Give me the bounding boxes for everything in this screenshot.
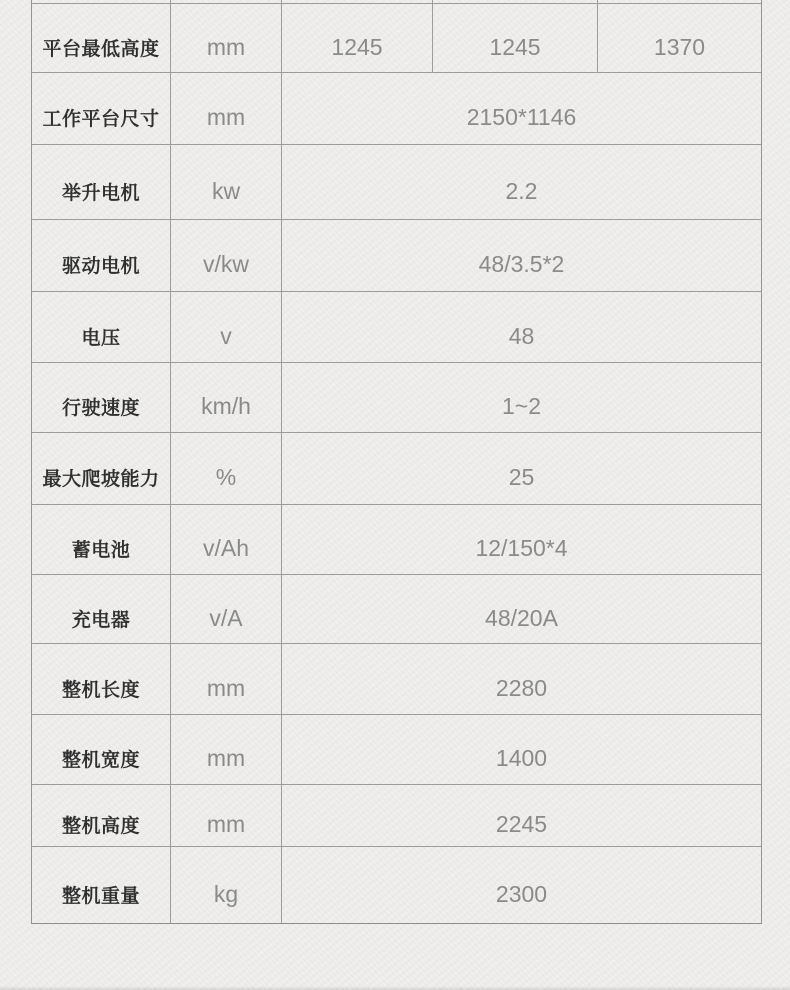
spec-label: 工作平台尺寸 — [32, 73, 171, 144]
spec-value: 1~2 — [501, 393, 541, 419]
spec-value: 48 — [508, 322, 535, 349]
spec-unit: v/A — [171, 575, 282, 643]
table-row — [32, 505, 761, 575]
spec-value-cell — [282, 0, 433, 3]
spec-label: 整机长度 — [32, 644, 171, 714]
table-row — [32, 847, 761, 923]
spec-label: 举升电机 — [32, 145, 171, 219]
spec-value-cell — [433, 0, 598, 3]
spec-unit: kg — [171, 847, 282, 923]
spec-unit: mm — [171, 785, 282, 846]
spec-label-cell — [32, 0, 171, 3]
spec-value: 2.2 — [505, 177, 538, 204]
spec-unit: mm — [171, 644, 282, 714]
spec-label: 整机高度 — [32, 785, 171, 846]
spec-value: 25 — [508, 464, 535, 490]
spec-unit: v/kw — [171, 220, 282, 291]
spec-value: 48/3.5*2 — [478, 251, 565, 277]
spec-value: 1370 — [653, 33, 706, 60]
spec-value: 1400 — [495, 745, 548, 771]
spec-value: 12/150*4 — [475, 535, 568, 561]
table-row — [32, 145, 761, 220]
spec-unit: mm — [171, 73, 282, 144]
spec-value: 2280 — [495, 674, 548, 701]
spec-label: 行驶速度 — [32, 363, 171, 432]
spec-unit: % — [171, 433, 282, 504]
spec-label: 整机重量 — [32, 847, 171, 923]
table-row — [32, 363, 761, 433]
spec-value: 2300 — [495, 880, 548, 907]
table-row — [32, 4, 761, 73]
spec-unit-cell — [171, 0, 282, 3]
table-row — [32, 575, 761, 644]
spec-unit: kw — [171, 145, 282, 219]
spec-value: 2245 — [495, 811, 548, 837]
spec-label: 最大爬坡能力 — [32, 433, 171, 504]
table-row — [32, 644, 761, 715]
spec-label: 驱动电机 — [32, 220, 171, 291]
spec-label: 整机宽度 — [32, 715, 171, 784]
table-row — [32, 433, 761, 505]
table-row — [32, 292, 761, 363]
spec-label: 电压 — [32, 292, 171, 362]
table-row — [32, 715, 761, 785]
spec-unit: v — [171, 292, 282, 362]
spec-value: 1245 — [433, 4, 598, 72]
spec-unit: mm — [171, 4, 282, 72]
spec-label: 平台最低高度 — [32, 4, 171, 72]
table-row — [32, 73, 761, 145]
spec-value-cell — [598, 0, 761, 3]
table-row — [32, 220, 761, 292]
spec-value: 2150*1146 — [466, 104, 577, 130]
table-row — [32, 785, 761, 847]
spec-unit: mm — [171, 715, 282, 784]
spec-label: 充电器 — [32, 575, 171, 643]
specification-table — [31, 0, 762, 924]
spec-unit: v/Ah — [171, 505, 282, 574]
page-bottom-shadow — [0, 986, 790, 990]
spec-value: 1245 — [282, 4, 433, 72]
spec-label: 蓄电池 — [32, 505, 171, 574]
spec-value: 48/20A — [485, 604, 558, 631]
spec-unit: km/h — [171, 363, 282, 432]
